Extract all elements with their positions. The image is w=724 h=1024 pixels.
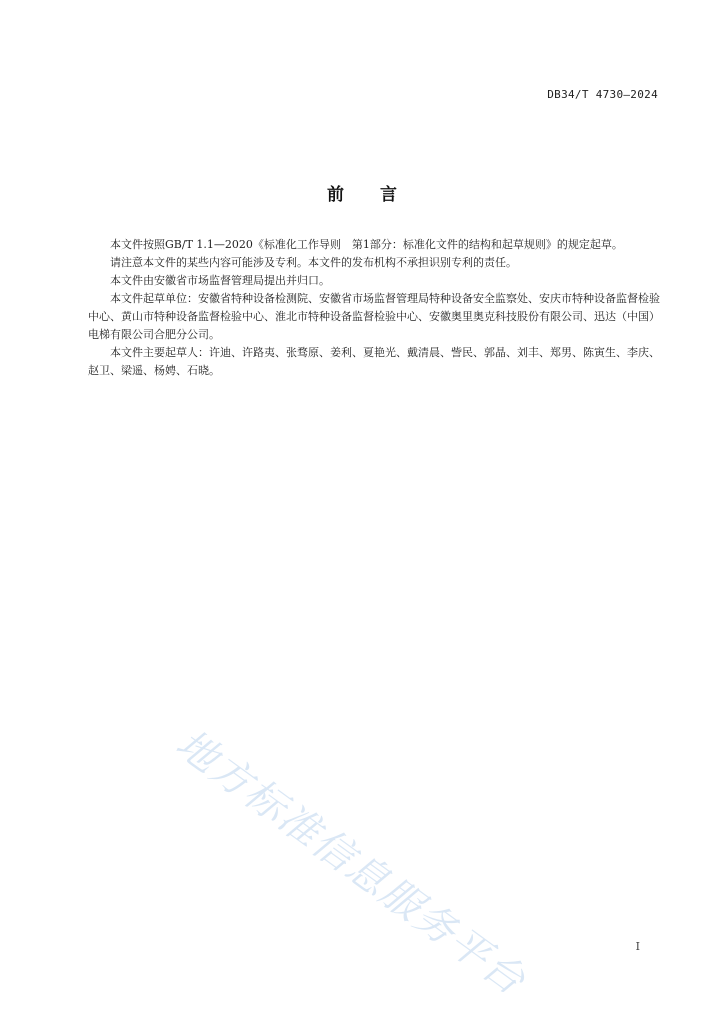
- paragraph-proposer: 本文件由安徽省市场监督管理局提出并归口。: [110, 274, 330, 287]
- page-title: 前言: [327, 185, 433, 205]
- document-code: DB34/T 4730—2024: [547, 88, 658, 101]
- watermark: 地方标准信息服务平台: [167, 720, 535, 1005]
- paragraph-drafters: 本文件主要起草人：许迪、许路夷、张骛原、姜利、夏艳光、戴清晨、訾民、郭晶、刘丰、郑男、陈寅生、李庆、赵卫、梁遥、杨娉、石晓。: [88, 346, 660, 377]
- page-number: I: [635, 940, 640, 953]
- paragraph-drafting-rules: 本文件按照GB/T 1.1—2020《标准化工作导则 第1部分：标准化文件的结构和起草规则》的规定起草。: [110, 238, 623, 251]
- paragraph-patent-notice: 请注意本文件的某些内容可能涉及专利。本文件的发布机构不承担识别专利的责任。: [110, 256, 517, 269]
- paragraph-drafting-units: 本文件起草单位：安徽省特种设备检测院、安徽省市场监督管理局特种设备安全监察处、安庆市特种设备监督检验中心、黄山市特种设备监督检验中心、淮北市特种设备监督检验中心、安徽奥里奥克科技股份有限公司、迅达（中国）电梯有限公司合肥分公司。: [88, 292, 660, 341]
- foreword-body: [88, 236, 660, 380]
